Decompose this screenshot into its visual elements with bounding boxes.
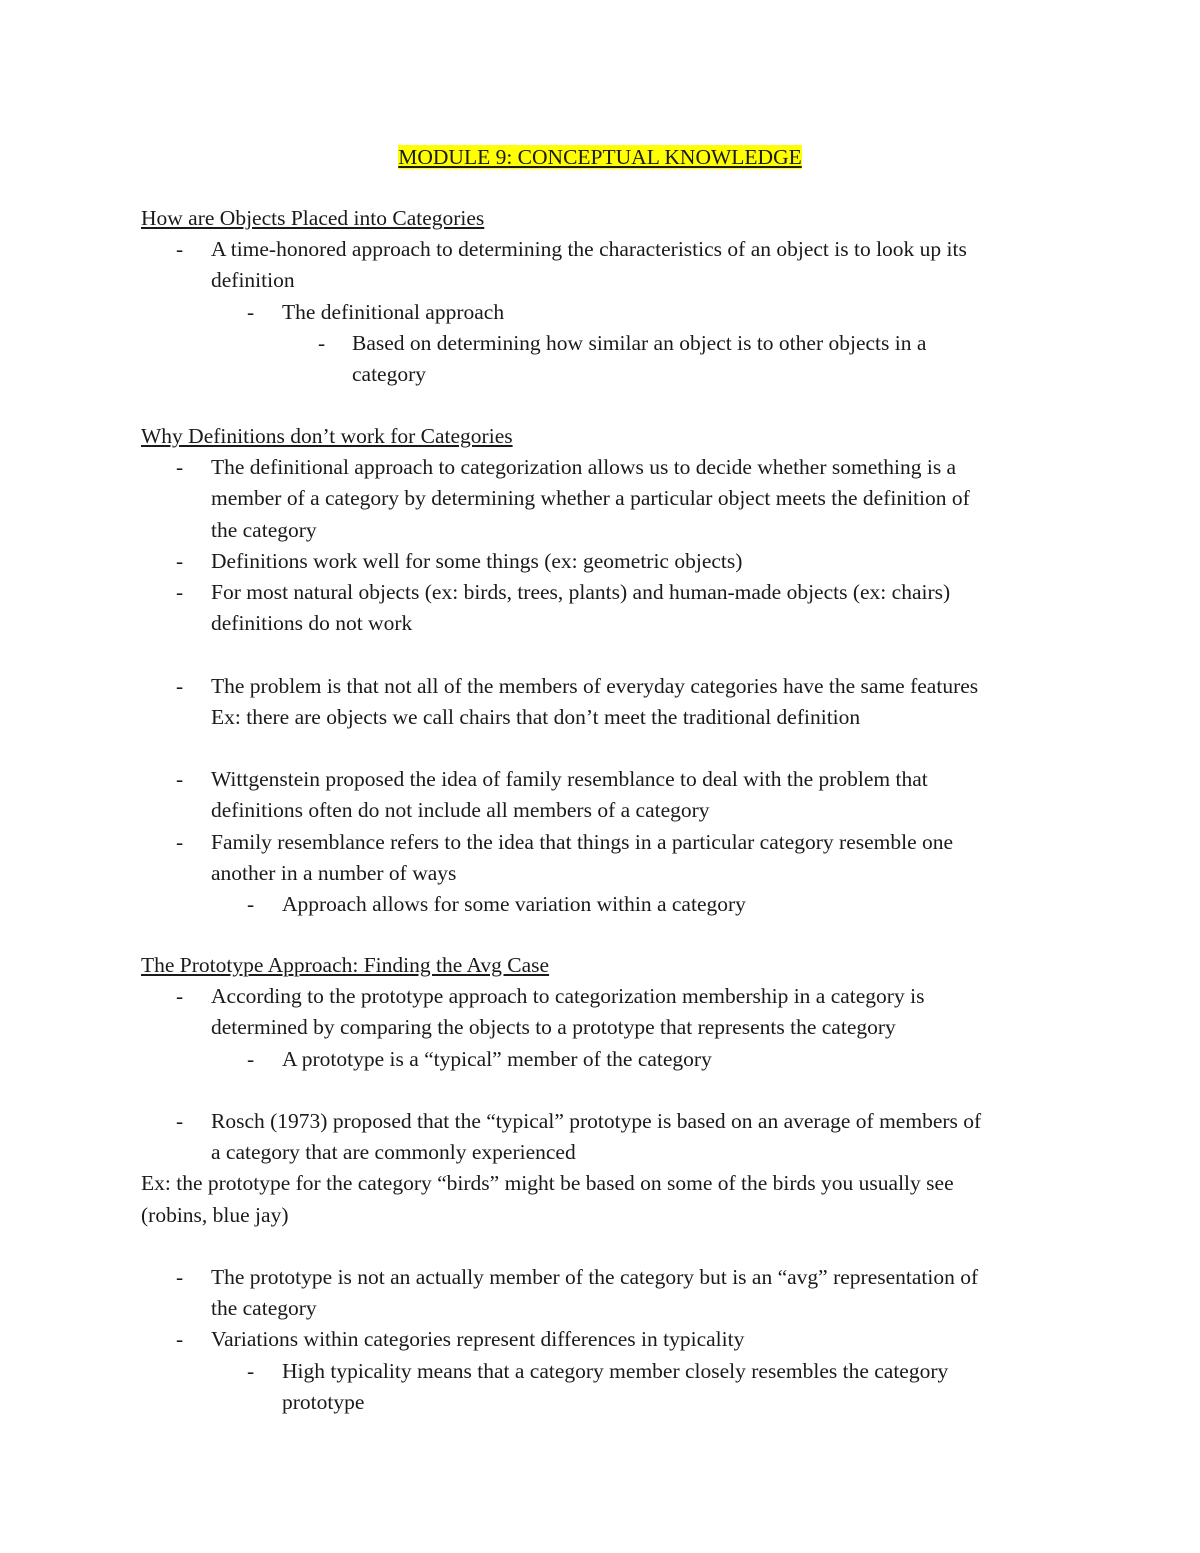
bullet-text-level-1: The prototype is not an actually member of the category but is an “avg” representation of bbox=[211, 1265, 979, 1289]
bullet-dash: - bbox=[176, 548, 184, 573]
bullet-dash: - bbox=[176, 237, 184, 262]
bullet-text-level-1: A time-honored approach to determining the characteristics of an object is to look up its bbox=[211, 237, 967, 262]
bullet-text-level-1: definitions often do not include all members of a category bbox=[211, 798, 710, 823]
bullet-text-level-2: The definitional approach bbox=[282, 299, 505, 324]
bullet-text-level-1: The definitional approach to categorization allows us to decide whether something is a bbox=[211, 455, 957, 480]
section-heading: The Prototype Approach: Finding the Avg Case bbox=[141, 953, 550, 977]
bullet-dash: - bbox=[176, 829, 184, 854]
section-heading: Why Definitions don’t work for Categories bbox=[141, 424, 513, 448]
bullet-dash: - bbox=[318, 330, 326, 355]
bullet-text-level-3: category bbox=[352, 362, 427, 386]
bullet-text-level-1: a category that are commonly experienced bbox=[211, 1140, 576, 1165]
bullet-dash: - bbox=[176, 1327, 184, 1352]
bullet-dash: - bbox=[247, 1358, 255, 1383]
bullet-dash: - bbox=[176, 1109, 184, 1133]
bullet-text-level-1: Family resemblance refers to the idea that things in a particular category resemble one bbox=[211, 829, 954, 854]
bullet-text-level-1: Wittgenstein proposed the idea of family resemblance to deal with the problem that bbox=[211, 767, 928, 792]
bullet-text-level-1: another in a number of ways bbox=[211, 860, 457, 885]
bullet-text-level-2: Approach allows for some variation within a category bbox=[282, 892, 746, 916]
bullet-text-level-1: definition bbox=[211, 268, 295, 293]
bullet-dash: - bbox=[247, 892, 255, 916]
bullet-text-level-1: the category bbox=[211, 517, 317, 542]
bullet-text-level-1: member of a category by determining whether a particular object meets the definition of bbox=[211, 486, 970, 511]
bullet-dash: - bbox=[176, 580, 184, 604]
bullet-dash: - bbox=[176, 767, 184, 792]
body-text: (robins, blue jay) bbox=[141, 1202, 289, 1227]
section-heading: How are Objects Placed into Categories bbox=[141, 206, 485, 230]
bullet-text-level-1: Variations within categories represent differences in typicality bbox=[211, 1327, 745, 1352]
bullet-dash: - bbox=[247, 1046, 255, 1071]
bullet-text-level-1: determined by comparing the objects to a prototype that represents the category bbox=[211, 1015, 896, 1040]
title-container bbox=[0, 142, 1200, 173]
bullet-dash: - bbox=[176, 455, 184, 480]
bullet-text-level-3: Based on determining how similar an object is to other objects in a bbox=[352, 330, 927, 355]
bullet-text-level-2: prototype bbox=[282, 1389, 365, 1414]
bullet-text-level-1: The problem is that not all of the members of everyday categories have the same features bbox=[211, 673, 979, 698]
bullet-text-level-1: Rosch (1973) proposed that the “typical” prototype is based on an average of members of bbox=[211, 1109, 982, 1133]
bullet-dash: - bbox=[176, 673, 184, 698]
document-title: MODULE 9: CONCEPTUAL KNOWLEDGE bbox=[398, 145, 802, 169]
bullet-text-level-1: the category bbox=[211, 1296, 317, 1321]
bullet-text-level-1: definitions do not work bbox=[211, 611, 413, 636]
bullet-text-level-1: For most natural objects (ex: birds, trees, plants) and human-made objects (ex: chairs) bbox=[211, 580, 951, 604]
bullet-text-level-1: According to the prototype approach to categorization membership in a category is bbox=[211, 984, 925, 1009]
bullet-text-level-1: Ex: there are objects we call chairs that don’t meet the traditional definition bbox=[211, 704, 861, 729]
bullet-text-level-2: A prototype is a “typical” member of the category bbox=[282, 1046, 712, 1071]
bullet-text-level-2: High typicality means that a category member closely resembles the category bbox=[282, 1358, 949, 1383]
bullet-dash: - bbox=[176, 984, 184, 1009]
bullet-dash: - bbox=[247, 299, 255, 324]
body-text: Ex: the prototype for the category “birds” might be based on some of the birds you usually see bbox=[141, 1171, 954, 1196]
bullet-text-level-1: Definitions work well for some things (ex: geometric objects) bbox=[211, 548, 743, 573]
bullet-dash: - bbox=[176, 1265, 184, 1289]
